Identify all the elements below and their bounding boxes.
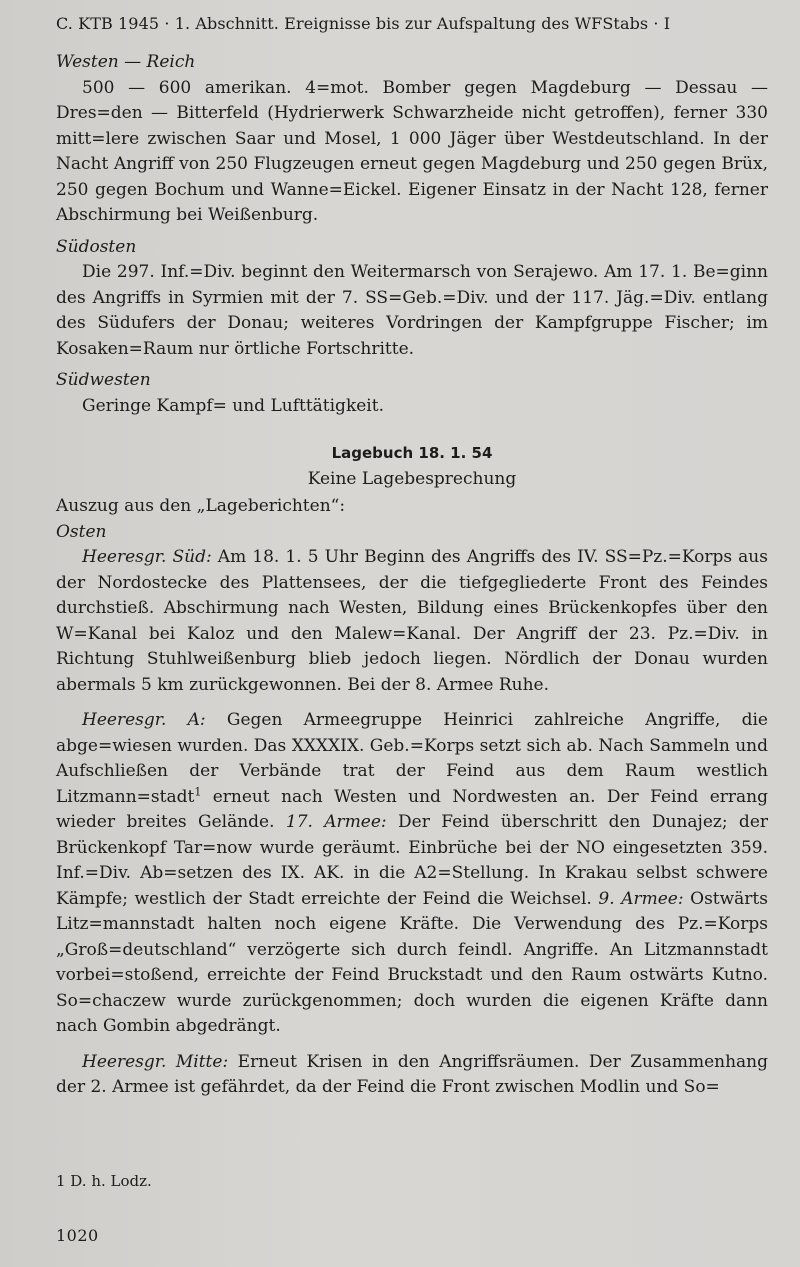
section-heading-osten: Osten (56, 521, 107, 542)
paragraph-heeresgr-a (56, 708, 768, 1040)
paragraph-heeresgr-mitte (56, 1050, 768, 1101)
text-heeresgr-a-part2: erneut nach Westen und Nordwesten an. Der Feind errang wieder breites Gelände. (56, 786, 768, 832)
section-heading-suedwesten: Südwesten (56, 370, 151, 390)
label-17-armee: 17. Armee: (285, 812, 387, 832)
footnote: 1 D. h. Lodz. (56, 1172, 152, 1190)
text-heeresgr-a-part4: Ostwärts Litz=mannstadt halten noch eigene Kräfte. Die Verwendung des Pz.=Korps „Groß=deutschland“ verzögerte sich durch feindl. Angriffe. An Litzmannstadt vorbei=stoßend, erreichte der Feind Bruckstadt und den Raum ostwärts Kutno. So=chaczew wurde zurückgenommen; doch wurden die eigenen Kräfte dann nach Gombin abgedrängt. (56, 888, 768, 1036)
paragraph-suedwesten: Geringe Kampf= und Lufttätigkeit. (82, 395, 384, 416)
entry-subtitle: Keine Lagebesprechung (307, 468, 517, 489)
section-heading-suedosten: Südosten (56, 236, 137, 257)
paragraph-heeresgr-sued (56, 545, 768, 698)
entry-intro: Auszug aus den „Lageberichten“: (56, 496, 346, 516)
running-header: C. KTB 1945 · 1. Abschnitt. Ereignisse bis zur Aufspaltung des WFStabs · I (56, 14, 671, 33)
text-heeresgr-a-part3: Der Feind überschritt den Dunajez; der Brückenkopf Tar=now wurde geräumt. Einbrüche bei der NO eingesetzten 359. Inf.=Div. Ab=setzen des IX. AK. in die A2=Stellung. In Krakau selbst schwere Kämpfe; westlich der Stadt erreichte der Feind die Weichsel. (56, 812, 769, 909)
text-heeresgr-a-part1: Gegen Armeegruppe Heinrici zahlreiche Angriffe, die abge=wiesen wurden. Das XXXXIX. Geb.=Korps setzt sich ab. Nach Sammeln und Aufschließen der Verbände trat der Feind aus dem Raum westlich Litzmann=stadt (56, 710, 768, 807)
label-heeresgr-a: Heeresgr. A: (82, 710, 206, 730)
entry-title: Lagebuch 18. 1. 54 (331, 444, 493, 462)
page-number: 1020 (56, 1226, 99, 1245)
label-9-armee: 9. Armee: (598, 888, 684, 909)
label-heeresgr-sued: Heeresgr. Süd: (82, 547, 212, 567)
footnote-reference: 1 (194, 784, 202, 798)
label-heeresgr-mitte: Heeresgr. Mitte: (82, 1051, 229, 1072)
paragraph-suedosten: Die 297. Inf.=Div. beginnt den Weitermarsch von Serajewo. Am 17. 1. Be=ginn des Angriffs in Syrmien mit der 7. SS=Geb.=Div. und der 117. Jäg.=Div. entlang des Südufers der Donau; weiteres Vordringen der Kampfgruppe Fischer; im Kosaken=Raum nur örtliche Fortschritte. (56, 262, 768, 359)
text-heeresgr-sued: Am 18. 1. 5 Uhr Beginn des Angriffs des IV. SS=Pz.=Korps aus der Nordostecke des Plattensees, der die tiefgegliederte Front des Feindes durchstieß. Abschirmung nach Westen, Bildung eines Brückenkopfes über den W=Kanal bei Kaloz und den Malew=Kanal. Der Angriff der 23. Pz.=Div. in Richtung Stuhlweißenburg blieb jedoch liegen. Nördlich der Donau wurden abermals 5 km zurückgewonnen. Bei der 8. Armee Ruhe. (56, 547, 768, 695)
section-heading-westen: Westen — Reich (56, 52, 196, 72)
paragraph-westen: 500 — 600 amerikan. 4=mot. Bomber gegen Magdeburg — Dessau — Dres=den — Bitterfeld (Hydrierwerk Schwarzheide nicht getroffen), ferner 330 mitt=lere zwischen Saar und Mosel, 1 000 Jäger über Westdeutschland. In der Nacht Angriff von 250 Flugzeugen erneut gegen Magdeburg und 250 gegen Brüx, 250 gegen Bochum und Wanne=Eickel. Eigener Einsatz in der Nacht 128, ferner Abschirmung bei Weißenburg. (56, 77, 768, 225)
text-heeresgr-mitte: Erneut Krisen in den Angriffsräumen. Der Zusammenhang der 2. Armee ist gefährdet, da der Feind die Front zwischen Modlin und So= (56, 1051, 768, 1097)
page-content (56, 12, 768, 1101)
